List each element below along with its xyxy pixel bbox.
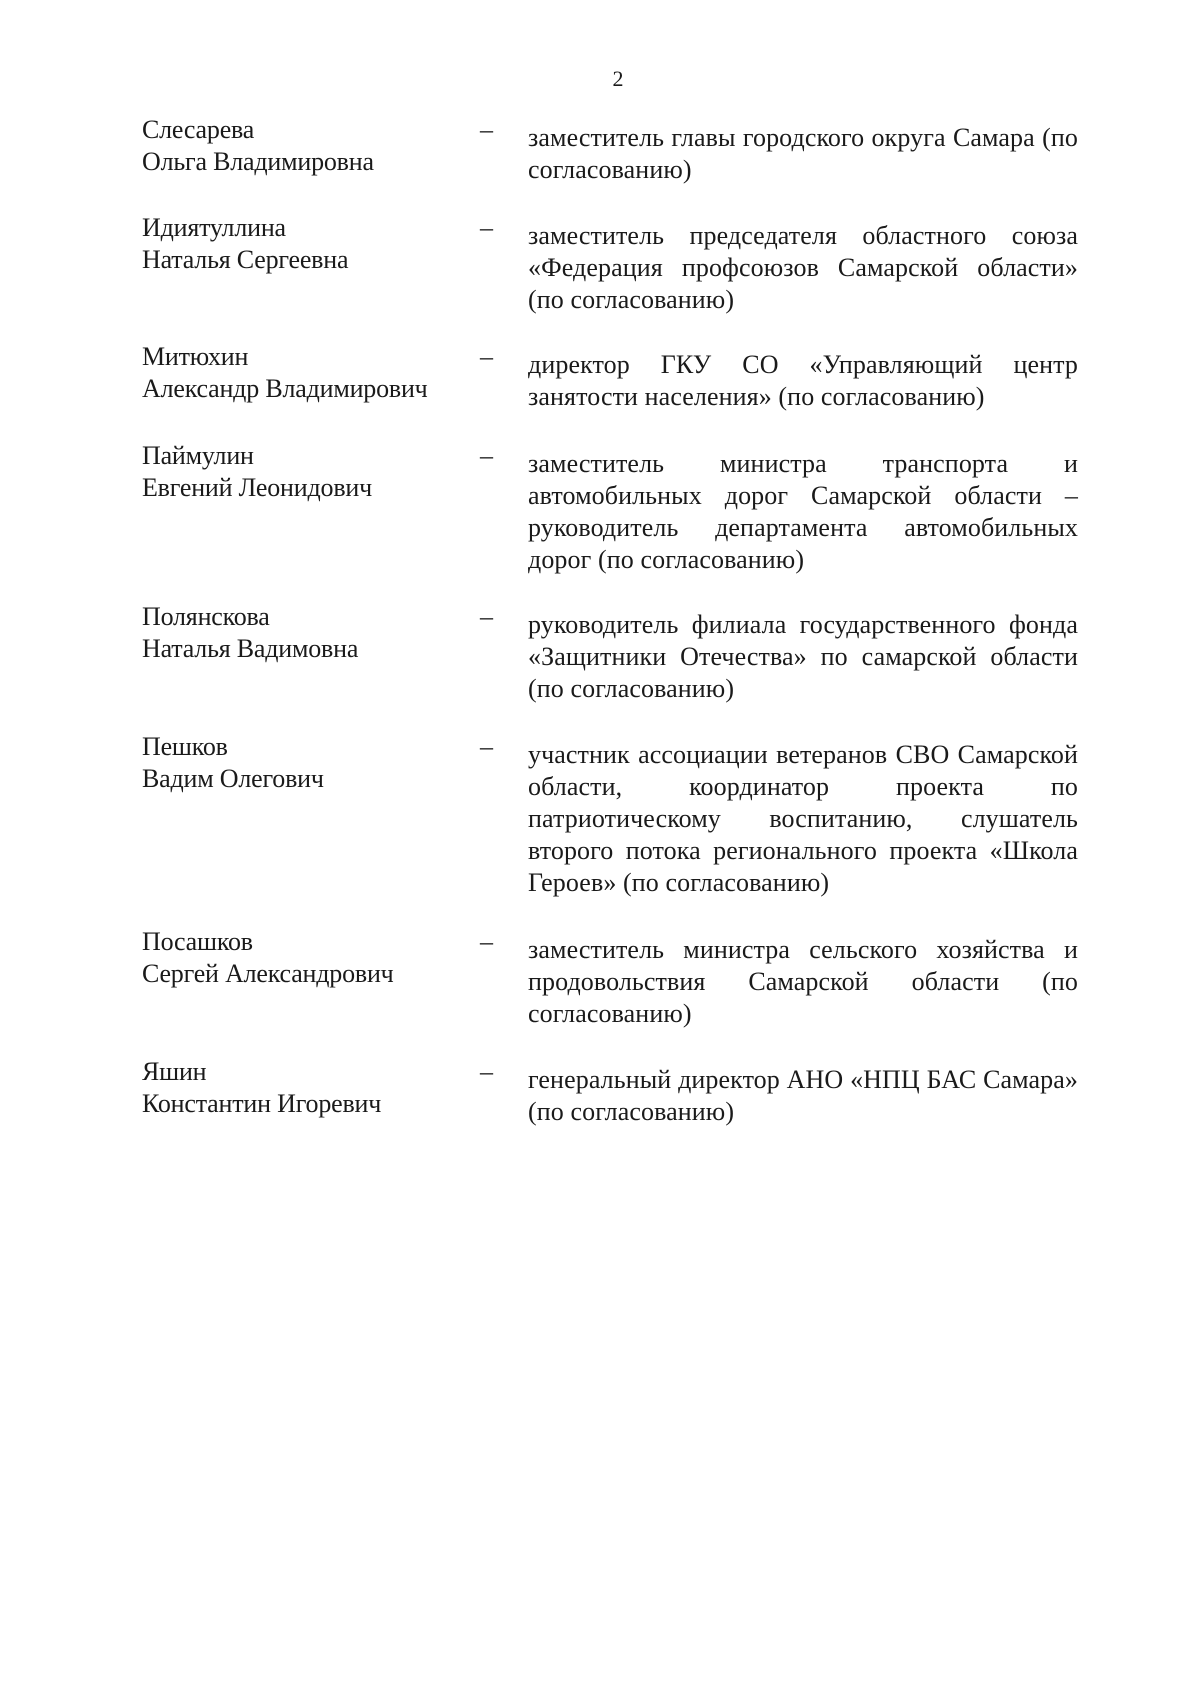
member-given-names: Константин Игоревич	[142, 1089, 382, 1118]
member-name	[142, 1056, 472, 1120]
member-name	[142, 341, 472, 405]
member-role: заместитель министра сельского хозяйства и продовольствия Самарской области (по согласованию)	[528, 935, 1078, 1028]
member-name	[142, 440, 472, 504]
member-given-names: Евгений Леонидович	[142, 473, 372, 502]
member-name	[142, 926, 472, 990]
member-surname: Слесарева	[142, 115, 255, 144]
member-role: генеральный директор АНО «НПЦ БАС Самара» (по согласованию)	[528, 1065, 1078, 1126]
member-surname: Яшин	[142, 1057, 207, 1086]
member-dash: –	[480, 927, 493, 956]
member-given-names: Наталья Вадимовна	[142, 634, 359, 663]
member-surname: Митюхин	[142, 342, 249, 371]
member-dash: –	[480, 213, 493, 242]
member-role: участник ассоциации ветеранов СВО Самарской области, координатор проекта по патриотическому воспитанию, слушатель второго потока регионального проекта «Школа Героев» (по согласованию)	[528, 740, 1078, 897]
member-surname: Паймулин	[142, 441, 254, 470]
member-surname: Идиятуллина	[142, 213, 286, 242]
member-name	[142, 212, 472, 276]
member-surname: Посашков	[142, 927, 253, 956]
member-role: заместитель министра транспорта и автомобильных дорог Самарской области – руководитель департамента автомобильных дорог (по согласованию)	[528, 449, 1078, 574]
member-dash: –	[480, 115, 493, 144]
member-given-names: Александр Владимирович	[142, 374, 428, 403]
member-role: руководитель филиала государственного фонда «Защитники Отечества» по самарской области (по согласованию)	[528, 610, 1078, 703]
member-given-names: Вадим Олегович	[142, 764, 324, 793]
member-dash: –	[480, 602, 493, 631]
member-role: заместитель председателя областного союза «Федерация профсоюзов Самарской области» (по согласованию)	[528, 221, 1078, 314]
member-name	[142, 731, 472, 795]
member-dash: –	[480, 342, 493, 371]
member-given-names: Сергей Александрович	[142, 959, 394, 988]
member-name	[142, 114, 472, 178]
member-surname: Пешков	[142, 732, 228, 761]
member-dash: –	[480, 1057, 493, 1086]
member-surname: Полянскова	[142, 602, 270, 631]
member-given-names: Наталья Сергеевна	[142, 245, 349, 274]
member-name	[142, 601, 472, 665]
member-role: директор ГКУ СО «Управляющий центр занятости населения» (по согласованию)	[528, 350, 1078, 411]
member-dash: –	[480, 732, 493, 761]
member-role: заместитель главы городского округа Самара (по согласованию)	[528, 123, 1078, 184]
member-dash: –	[480, 441, 493, 470]
member-given-names: Ольга Владимировна	[142, 147, 374, 176]
page-number: 2	[612, 66, 624, 91]
